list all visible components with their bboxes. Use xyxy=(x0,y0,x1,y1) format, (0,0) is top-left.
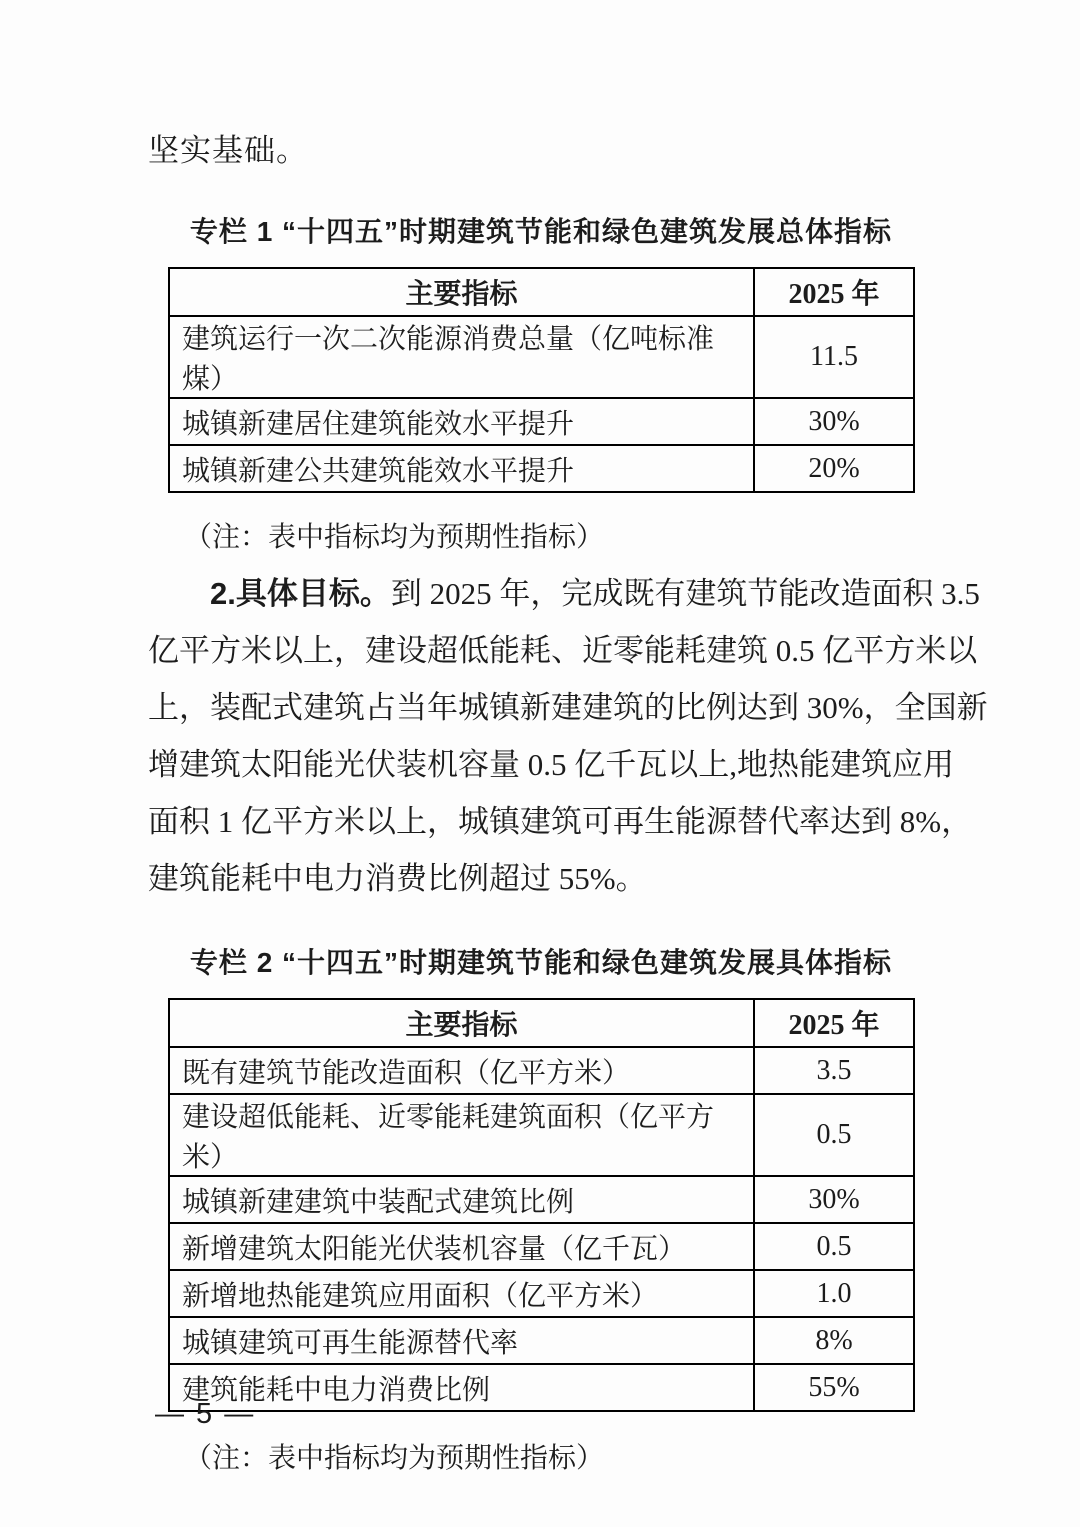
paragraph-line: 增建筑太阳能光伏装机容量 0.5 亿千瓦以上,地热能建筑应用 xyxy=(148,747,954,782)
page-content xyxy=(148,0,988,1476)
value-cell: 0.5 xyxy=(754,1223,914,1270)
value-cell: 3.5 xyxy=(754,1047,914,1094)
table-row xyxy=(169,1270,914,1317)
header-year: 2025 年 xyxy=(754,999,914,1047)
header-indicator: 主要指标 xyxy=(169,268,754,316)
value-cell: 0.5 xyxy=(754,1094,914,1176)
indicator-cell: 建筑运行一次二次能源消费总量（亿吨标准煤） xyxy=(169,316,754,398)
value-cell: 30% xyxy=(754,398,914,445)
table-row xyxy=(169,445,914,492)
paragraph-line: 建筑能耗中电力消费比例超过 55%。 xyxy=(148,861,647,896)
indicator-cell: 城镇新建居住建筑能效水平提升 xyxy=(169,398,754,445)
indicator-cell: 城镇新建建筑中装配式建筑比例 xyxy=(169,1176,754,1223)
table-row xyxy=(169,1317,914,1364)
paragraph-lead: 2.具体目标。 xyxy=(210,576,391,611)
table-row xyxy=(169,316,914,398)
table-row xyxy=(169,1176,914,1223)
paragraph-line: 上，装配式建筑占当年城镇新建建筑的比例达到 30%，全国新 xyxy=(148,690,988,725)
table1 xyxy=(168,267,915,493)
table-row xyxy=(169,1364,914,1411)
value-cell: 8% xyxy=(754,1317,914,1364)
table2 xyxy=(168,998,915,1412)
indicator-cell: 新增建筑太阳能光伏装机容量（亿千瓦） xyxy=(169,1223,754,1270)
paragraph-text: 到 2025 年，完成既有建筑节能改造面积 3.5 xyxy=(390,576,980,611)
paragraph-line: 亿平方米以上，建设超低能耗、近零能耗建筑 0.5 亿平方米以 xyxy=(148,633,978,668)
indicator-cell: 既有建筑节能改造面积（亿平方米） xyxy=(169,1047,754,1094)
table-row xyxy=(169,1047,914,1094)
paragraph-line xyxy=(148,565,980,622)
page-number: — 5 — xyxy=(155,1398,256,1430)
indicator-cell: 城镇新建公共建筑能效水平提升 xyxy=(169,445,754,492)
table2-note: （注：表中指标均为预期性指标） xyxy=(184,1443,605,1474)
indicator-cell: 城镇建筑可再生能源替代率 xyxy=(169,1317,754,1364)
value-cell: 30% xyxy=(754,1176,914,1223)
value-cell: 11.5 xyxy=(754,316,914,398)
table-row xyxy=(169,398,914,445)
table-header-row xyxy=(169,999,914,1047)
table-row xyxy=(169,1094,914,1176)
value-cell: 55% xyxy=(754,1364,914,1411)
indicator-cell: 新增地热能建筑应用面积（亿平方米） xyxy=(169,1270,754,1317)
body-paragraph xyxy=(148,565,988,907)
paragraph-continuation: 坚实基础。 xyxy=(148,133,308,168)
value-cell: 1.0 xyxy=(754,1270,914,1317)
table1-title: 专栏 1 “十四五”时期建筑节能和绿色建筑发展总体指标 xyxy=(189,216,893,247)
table2-title: 专栏 2 “十四五”时期建筑节能和绿色建筑发展具体指标 xyxy=(189,947,893,978)
paragraph-line: 面积 1 亿平方米以上，城镇建筑可再生能源替代率达到 8%， xyxy=(148,804,973,839)
indicator-cell: 建筑能耗中电力消费比例 xyxy=(169,1364,754,1411)
header-indicator: 主要指标 xyxy=(169,999,754,1047)
table1-note: （注：表中指标均为预期性指标） xyxy=(184,522,605,553)
table-header-row xyxy=(169,268,914,316)
value-cell: 20% xyxy=(754,445,914,492)
table-row xyxy=(169,1223,914,1270)
indicator-cell: 建设超低能耗、近零能耗建筑面积（亿平方米） xyxy=(169,1094,754,1176)
header-year: 2025 年 xyxy=(754,268,914,316)
